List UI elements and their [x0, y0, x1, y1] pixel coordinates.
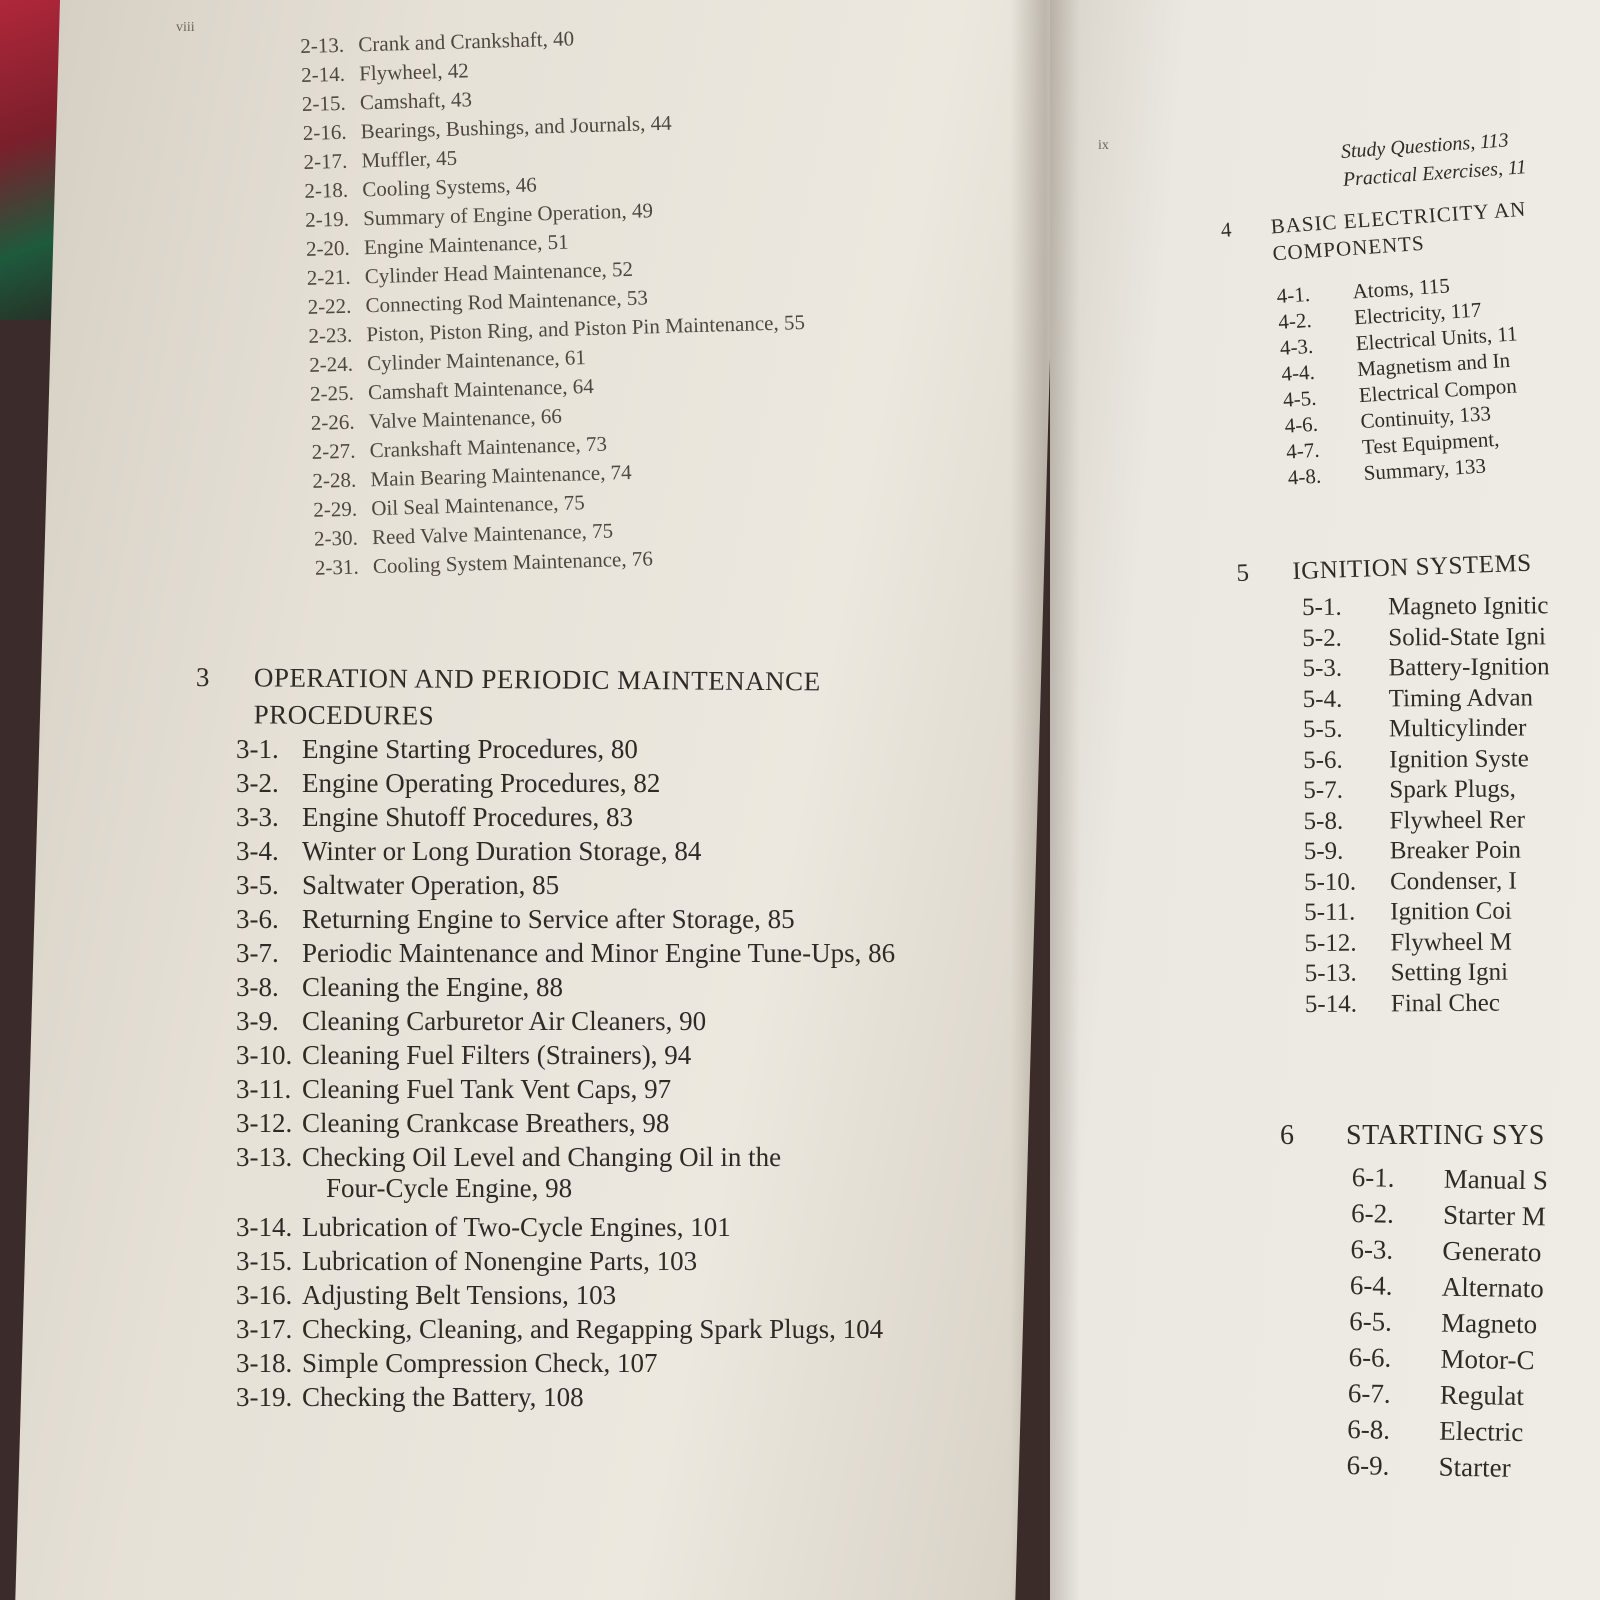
chapter2-entry-title: Main Bearing Maintenance, 74 — [370, 459, 632, 492]
chapter3-entry — [236, 1040, 895, 1074]
chapter5-entry — [1304, 836, 1551, 868]
right-page — [1050, 0, 1600, 1600]
chapter2-entry-number: 2-18. — [304, 177, 349, 203]
chapter4-entry-number: 4-8. — [1287, 463, 1322, 490]
chapter6-entry — [1351, 1162, 1548, 1201]
chapter2-entry-title: Camshaft Maintenance, 64 — [367, 373, 594, 405]
chapter4-entry-number: 4-3. — [1279, 333, 1314, 360]
chapter3-entry-title: Cleaning Fuel Tank Vent Caps, 97 — [302, 1074, 672, 1104]
chapter3-entry-number: 3-16. — [236, 1280, 293, 1310]
chapter3-entry-title: Returning Engine to Service after Storage, 85 — [302, 904, 795, 934]
page-folio-right: ix — [1098, 138, 1109, 153]
chapter5-entry-title: Multicylinder — [1388, 714, 1527, 743]
chapter5-entry-title: Magneto Ignitic — [1387, 592, 1549, 621]
chapter6-heading — [1280, 1120, 1545, 1152]
chapter2-entry-number: 2-24. — [308, 351, 354, 377]
chapter6-entry — [1349, 1306, 1546, 1345]
chapter5-entry-title: Ignition Syste — [1389, 744, 1529, 773]
chapter3-entry — [236, 1006, 895, 1040]
chapter6-entry-number: 6-1. — [1351, 1162, 1395, 1193]
chapter6-entry-title: Regulat — [1439, 1379, 1525, 1412]
chapter5-entry-number: 5-3. — [1302, 654, 1343, 682]
chapter5-entry-title: Solid-State Igni — [1388, 622, 1547, 651]
chapter4-number: 4 — [1220, 217, 1234, 242]
chapter2-entry-title: Crank and Crankshaft, 40 — [357, 26, 575, 57]
chapter3-entry-number: 3-11. — [236, 1074, 292, 1104]
chapter3-entry-title: Engine Shutoff Procedures, 83 — [302, 802, 633, 832]
chapter2-entry-number: 2-15. — [301, 90, 347, 116]
chapter5-entry-title: Timing Advan — [1388, 683, 1534, 712]
chapter5-entry-number: 5-14. — [1304, 990, 1358, 1018]
chapter4-entry-number: 4-6. — [1283, 411, 1319, 438]
chapter6-entry — [1351, 1198, 1548, 1237]
chapter6-entry-number: 6-7. — [1347, 1377, 1391, 1409]
chapter3-entry-number: 3-1. — [236, 734, 279, 764]
chapter5-entry-number: 5-8. — [1303, 807, 1344, 835]
chapter3-entry-title: Checking, Cleaning, and Regapping Spark Plugs, 104 — [302, 1314, 884, 1344]
chapter6-entry-number: 6-9. — [1346, 1449, 1390, 1481]
chapter5-entry — [1304, 897, 1551, 929]
page-folio-left: viii — [176, 20, 195, 35]
chapter3-entry-title: Winter or Long Duration Storage, 84 — [302, 836, 702, 866]
chapter2-entry-title: Piston, Piston Ring, and Piston Pin Maintenance, 55 — [366, 310, 806, 347]
chapter4-entry-number: 4-4. — [1280, 359, 1316, 386]
chapter5-entry-title: Flywheel Rer — [1389, 805, 1526, 834]
chapter3-entry-title: Cleaning Crankcase Breathers, 98 — [302, 1108, 670, 1138]
chapter5-entry — [1303, 806, 1550, 838]
chapter3-entry — [236, 1246, 895, 1280]
chapter5-entry — [1304, 928, 1551, 960]
chapter5-entry-number: 5-7. — [1303, 776, 1344, 804]
chapter2-entry-title: Camshaft, 43 — [359, 87, 473, 115]
study-questions-line: Study Questions, 113 — [1340, 129, 1510, 163]
chapter6-entry — [1347, 1414, 1544, 1453]
chapter5-entry — [1303, 775, 1550, 807]
chapter6-title: STARTING SYS — [1346, 1120, 1545, 1151]
chapter6-entry — [1346, 1450, 1543, 1489]
chapter3-entry — [236, 1280, 895, 1314]
chapter5-entry-list — [1302, 592, 1552, 1021]
chapter3-entry-number: 3-13. — [236, 1142, 293, 1172]
chapter4-entry-title: Electrical Compon — [1358, 373, 1518, 408]
chapter2-entry-list — [300, 20, 812, 585]
chapter5-title: IGNITION SYSTEMS — [1291, 549, 1533, 586]
chapter3-entry — [236, 1348, 895, 1382]
chapter2-entry-title: Connecting Rod Maintenance, 53 — [365, 285, 649, 318]
chapter6-entry-list — [1346, 1162, 1548, 1489]
chapter3-number: 3 — [195, 662, 210, 693]
chapter2-entry-title: Bearings, Bushings, and Journals, 44 — [360, 110, 672, 144]
chapter2-entry-number: 2-14. — [300, 61, 346, 87]
chapter2-entry-number: 2-16. — [302, 119, 347, 145]
chapter2-entry-number: 2-19. — [304, 206, 350, 232]
chapter5-entry — [1304, 867, 1551, 899]
chapter3-entry-number: 3-19. — [236, 1382, 293, 1412]
chapter2-entry-title: Cylinder Head Maintenance, 52 — [364, 256, 634, 289]
chapter5-entry — [1303, 714, 1550, 746]
chapter4-entry-title: Magnetism and In — [1356, 347, 1511, 382]
chapter4-entry-number: 4-1. — [1276, 281, 1311, 308]
chapter6-entry-title: Magneto — [1440, 1307, 1538, 1340]
chapter5-entry-title: Condenser, I — [1389, 867, 1517, 895]
chapter4-entry-title: Atoms, 115 — [1351, 273, 1451, 304]
chapter6-entry — [1348, 1342, 1545, 1381]
chapter5-entry-title: Setting Igni — [1390, 958, 1509, 987]
chapter2-entry-title: Oil Seal Maintenance, 75 — [370, 490, 585, 521]
chapter4-entry-title: Summary, 133 — [1362, 453, 1487, 485]
chapter2-entry-number: 2-17. — [303, 148, 348, 174]
chapter3-entry-title: Lubrication of Two-Cycle Engines, 101 — [302, 1212, 731, 1242]
chapter6-entry-number: 6-5. — [1348, 1305, 1393, 1337]
chapter3-entry — [236, 938, 895, 972]
chapter4-title-line2: COMPONENTS — [1271, 230, 1426, 266]
chapter5-entry-number: 5-10. — [1303, 868, 1357, 896]
chapter4-entry-number: 4-7. — [1285, 437, 1321, 464]
chapter5-entry — [1302, 653, 1549, 685]
chapter5-entry-number: 5-4. — [1302, 685, 1343, 713]
chapter5-entry-number: 5-9. — [1303, 837, 1344, 865]
chapter3-entry-title: Engine Operating Procedures, 82 — [302, 768, 661, 798]
chapter5-heading — [1236, 550, 1532, 588]
chapter5-entry — [1302, 592, 1549, 624]
chapter3-entry — [236, 802, 895, 836]
chapter3-entry-number: 3-3. — [236, 802, 279, 832]
chapter6-entry-title: Starter M — [1442, 1199, 1547, 1232]
chapter3-entry-number: 3-2. — [236, 768, 279, 798]
chapter3-entry — [236, 904, 895, 938]
chapter2-entry-number: 2-22. — [307, 293, 352, 319]
chapter2-entry-title: Cooling System Maintenance, 76 — [372, 546, 654, 579]
chapter3-entry-title: Cleaning the Engine, 88 — [302, 972, 563, 1002]
chapter5-entry-title: Battery-Ignition — [1388, 653, 1550, 682]
chapter2-entry-number: 2-29. — [312, 496, 358, 522]
chapter3-entry-number: 3-17. — [236, 1314, 293, 1344]
chapter5-entry-title: Breaker Poin — [1389, 836, 1522, 865]
chapter6-entry-title: Electric — [1439, 1415, 1524, 1448]
chapter3-entry-number: 3-6. — [236, 904, 279, 934]
chapter2-entry-number: 2-20. — [305, 235, 351, 261]
chapter3-entry — [236, 734, 895, 768]
left-page — [15, 0, 1060, 1600]
chapter3-entry — [236, 1314, 895, 1348]
chapter2-entry-title: Cooling Systems, 46 — [362, 172, 538, 202]
chapter4-entry-number: 4-2. — [1277, 307, 1313, 334]
chapter3-title-line2: PROCEDURES — [253, 699, 435, 731]
chapter5-entry — [1303, 684, 1550, 716]
chapter3-entry-title: Engine Starting Procedures, 80 — [302, 734, 638, 764]
chapter6-entry-title: Manual S — [1443, 1163, 1549, 1196]
chapter3-entry-number: 3-7. — [236, 938, 279, 968]
chapter6-entry-title: Motor-C — [1440, 1343, 1535, 1376]
chapter4-heading — [1220, 197, 1529, 270]
chapter3-entry-number: 3-8. — [236, 972, 279, 1002]
chapter2-entry-number: 2-30. — [313, 525, 359, 551]
chapter4-entry-title: Continuity, 133 — [1359, 401, 1492, 434]
chapter3-entry — [236, 768, 895, 802]
chapter2-entry-number: 2-27. — [311, 438, 356, 464]
chapter6-entry-number: 6-6. — [1348, 1341, 1392, 1373]
chapter5-entry-title: Flywheel M — [1390, 928, 1513, 956]
chapter3-entry-title: Cleaning Carburetor Air Cleaners, 90 — [302, 1006, 707, 1036]
chapter3-entry — [236, 870, 895, 904]
chapter3-entry-number: 3-5. — [236, 870, 279, 900]
chapter3-entry-title-continued: Four-Cycle Engine, 98 — [326, 1173, 573, 1203]
chapter3-heading — [196, 662, 821, 734]
chapter3-entry — [236, 836, 895, 870]
chapter6-entry-number: 6-8. — [1347, 1413, 1391, 1445]
chapter2-entry-title: Valve Maintenance, 66 — [368, 403, 563, 434]
chapter2-entry-title: Crankshaft Maintenance, 73 — [369, 431, 608, 463]
chapter2-entry-title: Engine Maintenance, 51 — [363, 229, 569, 260]
chapter3-entry-number: 3-15. — [236, 1246, 293, 1276]
chapter2-entry-title: Summary of Engine Operation, 49 — [362, 198, 654, 231]
chapter3-entry-number: 3-18. — [236, 1348, 293, 1378]
chapter6-entry — [1349, 1270, 1546, 1309]
chapter3-entry — [236, 1108, 895, 1142]
chapter3-entry-title: Checking the Battery, 108 — [302, 1382, 584, 1412]
chapter6-entry-number: 6-3. — [1350, 1233, 1394, 1265]
chapter2-entry-title: Reed Valve Maintenance, 75 — [371, 518, 614, 550]
chapter3-entry-title: Cleaning Fuel Filters (Strainers), 94 — [302, 1040, 692, 1070]
chapter6-entry-title: Generato — [1442, 1235, 1542, 1268]
chapter4-entry-title: Electrical Units, 11 — [1355, 321, 1519, 356]
chapter3-entry — [236, 1142, 895, 1212]
chapter5-entry-number: 5-2. — [1302, 624, 1342, 652]
chapter3-entry — [236, 1382, 895, 1416]
chapter5-entry-title: Ignition Coi — [1390, 897, 1512, 926]
chapter3-entry-list — [236, 734, 895, 1416]
chapter3-entry-title: Adjusting Belt Tensions, 103 — [302, 1280, 617, 1310]
chapter3-entry-title: Saltwater Operation, 85 — [302, 870, 560, 900]
chapter4-entry-title: Test Equipment, — [1361, 426, 1500, 460]
chapter5-entry — [1305, 989, 1552, 1021]
chapter5-number: 5 — [1236, 559, 1250, 587]
chapter6-entry-title: Alternato — [1441, 1271, 1545, 1304]
chapter4-title-line1: BASIC ELECTRICITY AN — [1269, 196, 1527, 239]
chapter5-entry-number: 5-5. — [1302, 715, 1343, 743]
chapter5-entry-number: 5-6. — [1303, 746, 1343, 774]
chapter2-entry-number: 2-25. — [309, 380, 355, 406]
chapter5-entry-number: 5-1. — [1302, 593, 1342, 621]
chapter3-entry — [236, 1212, 895, 1246]
chapter5-entry-number: 5-11. — [1304, 898, 1356, 926]
chapter4-entry-title: Electricity, 117 — [1353, 297, 1482, 330]
chapter6-entry-number: 6-2. — [1350, 1197, 1395, 1229]
chapter2-entry-number: 2-28. — [312, 467, 357, 493]
chapter2-entry-number: 2-13. — [300, 32, 345, 58]
chapter3-entry-title: Checking Oil Level and Changing Oil in the — [302, 1142, 782, 1172]
chapter3-entry-number: 3-12. — [236, 1108, 293, 1138]
chapter2-entry-title: Flywheel, 42 — [358, 58, 470, 86]
chapter2-entry-number: 2-21. — [306, 264, 351, 290]
chapter6-number: 6 — [1280, 1120, 1295, 1151]
chapter3-entry-title: Simple Compression Check, 107 — [302, 1348, 658, 1378]
chapter3-entry — [236, 1074, 895, 1108]
chapter5-entry — [1305, 958, 1552, 990]
chapter5-entry-number: 5-12. — [1304, 929, 1357, 957]
chapter6-entry-title: Starter — [1438, 1451, 1511, 1483]
chapter2-entry-title: Cylinder Maintenance, 61 — [366, 345, 587, 376]
chapter5-entry — [1303, 745, 1550, 777]
chapter3-entry-number: 3-9. — [236, 1006, 279, 1036]
chapter2-entry-number: 2-26. — [310, 409, 355, 435]
chapter3-entry-number: 3-10. — [236, 1040, 293, 1070]
study-block — [1340, 125, 1527, 194]
chapter5-entry-title: Final Chec — [1390, 989, 1500, 1017]
chapter4-entry-number: 4-5. — [1282, 385, 1318, 412]
chapter6-entry — [1348, 1378, 1545, 1417]
chapter6-entry-number: 6-4. — [1349, 1269, 1393, 1301]
chapter2-entry-title: Muffler, 45 — [361, 145, 458, 173]
chapter3-title-line1: OPERATION AND PERIODIC MAINTENANCE — [253, 662, 821, 697]
chapter3-entry-title: Lubrication of Nonengine Parts, 103 — [302, 1246, 698, 1276]
chapter5-entry-title: Spark Plugs, — [1389, 775, 1516, 804]
chapter3-entry-number: 3-4. — [236, 836, 279, 866]
chapter4-entry-list — [1276, 269, 1526, 491]
chapter2-entry-number: 2-23. — [308, 322, 353, 348]
chapter3-entry — [236, 972, 895, 1006]
chapter6-entry — [1350, 1234, 1547, 1273]
chapter2-entry-number: 2-31. — [314, 554, 359, 580]
chapter3-entry-number: 3-14. — [236, 1212, 293, 1242]
chapter3-entry-title: Periodic Maintenance and Minor Engine Tune-Ups, 86 — [302, 938, 896, 968]
chapter5-entry — [1302, 623, 1549, 655]
chapter5-entry-number: 5-13. — [1304, 959, 1357, 987]
practical-exercises-line: Practical Exercises, 11 — [1342, 156, 1528, 191]
